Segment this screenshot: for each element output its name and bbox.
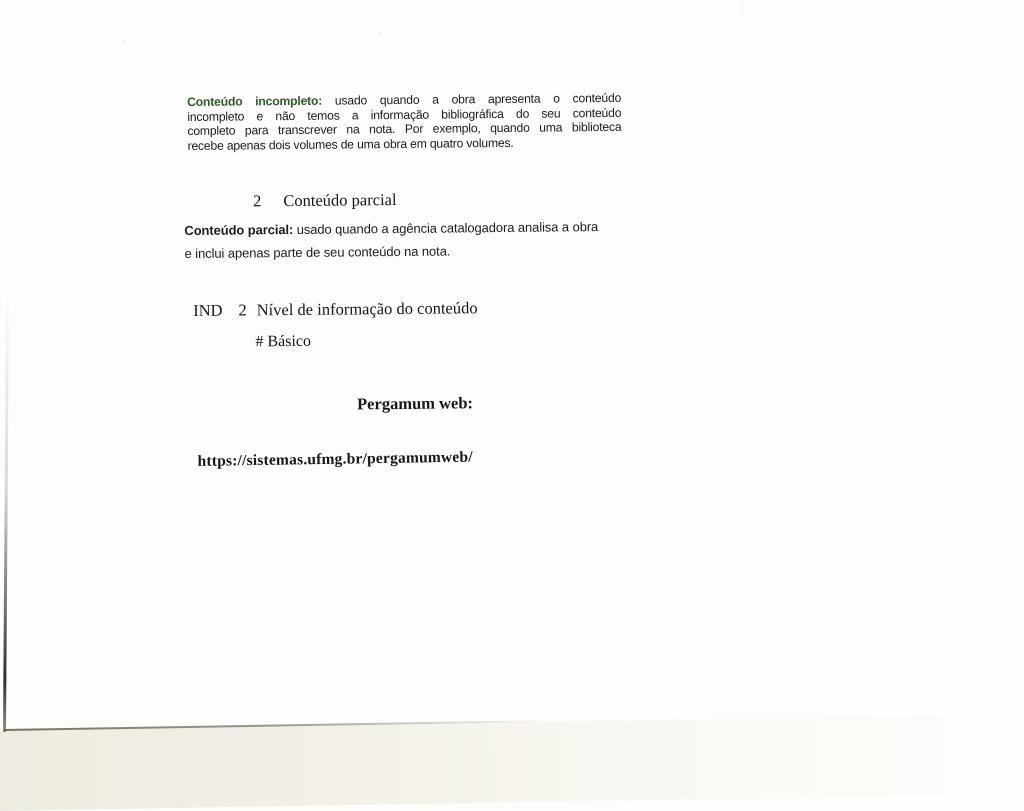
basico-value-line: # Básico — [255, 332, 312, 351]
heading-label: Conteúdo parcial — [283, 190, 397, 211]
paragraph-line — [184, 215, 664, 242]
ind-number: 2 — [238, 300, 247, 320]
pergamum-web-heading: Pergamum web: — [356, 393, 474, 414]
ind-label: Nível de informação do conteúdo — [256, 298, 478, 320]
pergamum-url-text: https://sistemas.ufmg.br/pergamumweb/ — [197, 448, 473, 470]
ind-indicator-line — [193, 298, 478, 321]
heading-conteudo-parcial — [253, 190, 397, 211]
paragraph-conteudo-incompleto — [187, 91, 622, 154]
ind-prefix: IND — [193, 300, 223, 320]
paragraph-line: recebe apenas dois volumes de uma obra em quatro volumes. — [187, 135, 514, 153]
term-lead-conteudo-incompleto: Conteúdo incompleto: — [187, 93, 323, 110]
paragraph-line: incompleto e não temos a informação bibliográfica do seu conteúdo — [187, 105, 622, 124]
paragraph-text: usado quando a obra apresenta o conteúdo — [334, 90, 622, 108]
term-lead-conteudo-parcial: Conteúdo parcial: — [184, 222, 294, 239]
paragraph-line: e inclui apenas parte de seu conteúdo na nota. — [184, 242, 451, 261]
paragraph-line: completo para transcrever na nota. Por exemplo, quando uma biblioteca — [187, 120, 622, 139]
paragraph-conteudo-parcial — [184, 215, 664, 265]
heading-number: 2 — [253, 191, 262, 211]
paragraph-text: usado quando a agência catalogadora analisa a obra — [296, 219, 599, 237]
